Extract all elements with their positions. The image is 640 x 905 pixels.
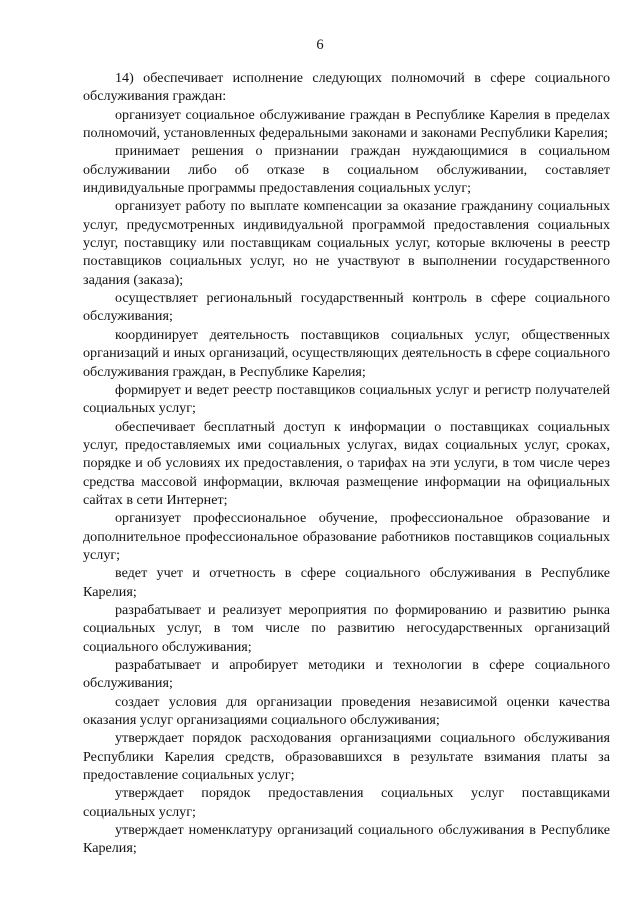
paragraph: разрабатывает и реализует мероприятия по формированию и развитию рынка социальных услуг, в том числе по развитию негосударственных организаций социального обслуживания; <box>83 601 610 655</box>
paragraph: формирует и ведет реестр поставщиков социальных услуг и регистр получателей социальных услуг; <box>83 381 610 417</box>
paragraph: 14) обеспечивает исполнение следующих полномочий в сфере социального обслуживания граждан: <box>83 70 610 105</box>
paragraph: утверждает порядок предоставления социальных услуг поставщиками социальных услуг; <box>83 785 610 820</box>
paragraph: организует социальное обслуживание граждан в Республике Карелия в пределах полномочий, установленных федеральными законами и законами Республики Карелия; <box>83 106 610 142</box>
paragraph: координирует деятельность поставщиков социальных услуг, общественных организаций и иных организаций, осуществляющих деятельность в сфере социального обслуживания граждан, в Республике Карелия; <box>83 326 610 380</box>
paragraph: организует профессиональное обучение, профессиональное образование и дополнительное профессиональное образование работников поставщиков социальных услуг; <box>83 510 610 563</box>
paragraph: обеспечивает бесплатный доступ к информации о поставщиках социальных услуг, предоставляемых ими социальных услугах, видах социальных услуг, сроках, порядке и об условиях их предоставления, о тарифах на эти услуги, в том числе через средства массовой информации, включая размещение информации на официальных сайтах в сети Интернет; <box>83 418 610 508</box>
paragraph: разрабатывает и апробирует методики и технологии в сфере социального обслуживания; <box>83 657 610 692</box>
paragraph: ведет учет и отчетность в сфере социального обслуживания в Республике Карелия; <box>83 565 610 600</box>
paragraph: осуществляет региональный государственный контроль в сфере социального обслуживания; <box>83 290 610 325</box>
paragraph: утверждает номенклатуру организаций социального обслуживания в Республике Карелия; <box>83 822 610 857</box>
page-number: 6 <box>316 37 324 53</box>
paragraph: создает условия для организации проведения независимой оценки качества оказания услуг организациями социального обслуживания; <box>83 693 610 729</box>
paragraph: утверждает порядок расходования организациями социального обслуживания Республики Карелия средств, образовавшихся в результате взимания платы за предоставление социальных услуг; <box>83 730 610 784</box>
paragraph: принимает решения о признании граждан нуждающимися в социальном обслуживании либо об отказе в социальном обслуживании, составляет индивидуальные программы предоставления социальных услуг; <box>83 143 610 197</box>
document-body <box>83 69 610 858</box>
paragraph: организует работу по выплате компенсации за оказание гражданину социальных услуг, предусмотренных индивидуальной программой предоставления социальных услуг, поставщику или поставщикам социальных услуг, которые включены в реестр поставщиков социальных услуг, но не участвуют в выполнении государственного задания (заказа); <box>83 198 610 288</box>
